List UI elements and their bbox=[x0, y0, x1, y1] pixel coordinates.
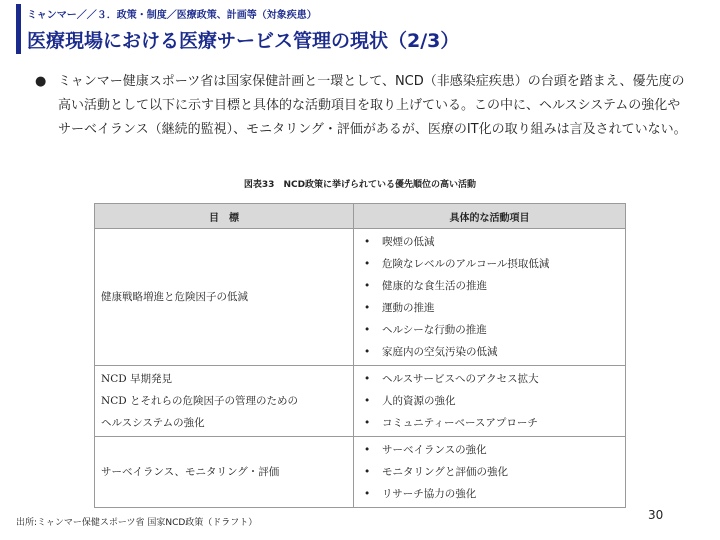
list-item bbox=[364, 341, 619, 363]
bullet-icon: • bbox=[364, 302, 371, 314]
bullet-icon: • bbox=[364, 346, 371, 358]
intro-text: ミャンマー健康スポーツ省は国家保健計画と一環として、NCD（非感染症疾患）の台頭を踏まえ、優先度の高い活動として以下に示す目標と具体的な活動項目を取り上げている。この中に、ヘルスシステムの強化やサーベイランス（継続的監視）、モニタリング・評価があるが、医療のIT化の取り組みは言及されていない。 bbox=[58, 74, 687, 137]
activities-cell bbox=[354, 366, 626, 437]
goal-line: NCD 早期発見 bbox=[101, 373, 172, 385]
bullet-icon: • bbox=[364, 395, 371, 407]
list-item bbox=[364, 483, 619, 505]
breadcrumb: ミャンマー／／３．政策・制度／医療政策、計画等（対象疾患） bbox=[27, 10, 317, 21]
ncd-activity-table bbox=[94, 203, 626, 508]
goal-line: NCD とそれらの危険因子の管理のための bbox=[101, 395, 298, 407]
activity-text: ヘルスサービスへのアクセス拡大 bbox=[382, 373, 539, 385]
list-item bbox=[364, 253, 619, 275]
goal-line: 健康戦略増進と危険因子の低減 bbox=[101, 291, 248, 303]
title-accent-bar bbox=[16, 4, 21, 54]
table-row bbox=[95, 229, 626, 366]
list-item bbox=[364, 461, 619, 483]
bullet-icon: • bbox=[364, 236, 371, 248]
bullet-icon: • bbox=[364, 417, 371, 429]
table-row bbox=[95, 366, 626, 437]
list-item bbox=[364, 390, 619, 412]
activity-text: 危険なレベルのアルコール摂取低減 bbox=[382, 258, 550, 270]
page-number: 30 bbox=[648, 508, 664, 522]
figure-caption: 図表33 NCD政策に挙げられている優先順位の高い活動 bbox=[243, 180, 477, 190]
activity-text: コミュニティーベースアプローチ bbox=[382, 417, 538, 429]
goal-cell bbox=[95, 437, 354, 508]
activity-text: リサーチ協力の強化 bbox=[382, 488, 477, 500]
goal-cell bbox=[95, 229, 354, 366]
bullet-icon: • bbox=[364, 373, 371, 385]
activity-text: 喫煙の低減 bbox=[382, 236, 435, 248]
bullet-icon: • bbox=[364, 488, 371, 500]
source-note: 出所:ミャンマー保健スポーツ省 国家NCD政策（ドラフト） bbox=[16, 518, 258, 528]
bullet-icon: • bbox=[364, 444, 371, 456]
header-activities: 具体的な活動項目 bbox=[354, 204, 626, 229]
list-item bbox=[364, 439, 619, 461]
intro-bullet bbox=[36, 70, 688, 142]
list-item bbox=[364, 297, 619, 319]
bullet-icon: • bbox=[364, 280, 371, 292]
activity-text: ヘルシーな行動の推進 bbox=[382, 324, 487, 336]
header-goal: 目 標 bbox=[95, 204, 354, 229]
activity-text: サーベイランスの強化 bbox=[382, 444, 487, 456]
activities-cell bbox=[354, 229, 626, 366]
page-title: 医療現場における医療サービス管理の現状（2/3） bbox=[27, 30, 460, 52]
goal-cell bbox=[95, 366, 354, 437]
list-item bbox=[364, 319, 619, 341]
list-item bbox=[364, 231, 619, 253]
list-item bbox=[364, 275, 619, 297]
activity-text: モニタリングと評価の強化 bbox=[382, 466, 508, 478]
activities-cell bbox=[354, 437, 626, 508]
goal-line: サーベイランス、モニタリング・評価 bbox=[101, 466, 280, 478]
activity-text: 家庭内の空気汚染の低減 bbox=[382, 346, 498, 358]
bullet-icon: • bbox=[364, 324, 371, 336]
bullet-icon: • bbox=[364, 466, 371, 478]
bullet-icon: • bbox=[364, 258, 371, 270]
table-row bbox=[95, 437, 626, 508]
activity-text: 人的資源の強化 bbox=[382, 395, 456, 407]
list-item bbox=[364, 368, 619, 390]
bullet-dot-icon: ● bbox=[35, 74, 47, 89]
goal-line: ヘルスシステムの強化 bbox=[101, 417, 205, 429]
activity-text: 健康的な食生活の推進 bbox=[382, 280, 487, 292]
activity-text: 運動の推進 bbox=[382, 302, 435, 314]
table-header-row bbox=[95, 204, 626, 229]
list-item bbox=[364, 412, 619, 434]
